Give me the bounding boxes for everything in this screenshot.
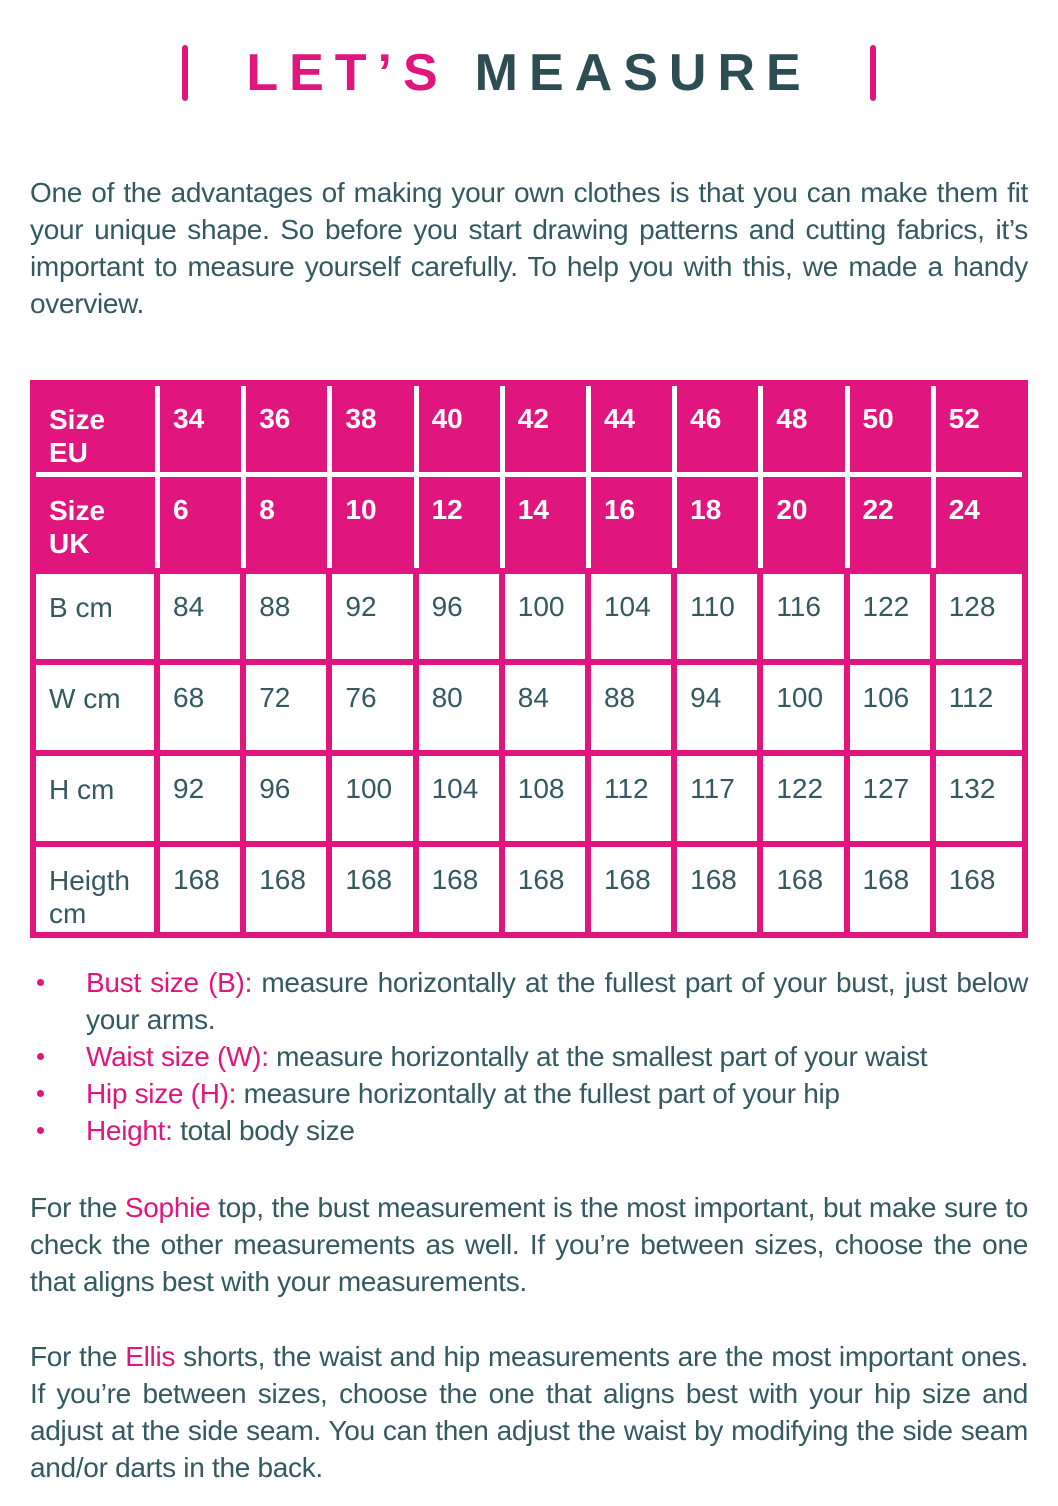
table-cell: 108 [505, 750, 591, 841]
paragraph-text: For the [30, 1341, 126, 1372]
table-cell: 128 [936, 568, 1022, 659]
table-cell: 127 [850, 750, 936, 841]
table-cell: 14 [505, 477, 591, 568]
table-cell: 6 [160, 477, 246, 568]
table-cell: 84 [505, 659, 591, 750]
title-left-bar-icon [182, 45, 188, 101]
bullet-dot-icon [37, 1053, 44, 1060]
row-header-hip: H cm [36, 750, 160, 841]
table-row-bust [36, 568, 1022, 659]
table-row-size-eu [36, 386, 1022, 477]
table-cell: 88 [591, 659, 677, 750]
table-row-size-uk [36, 477, 1022, 568]
table-cell: 106 [850, 659, 936, 750]
table-cell: 10 [332, 477, 418, 568]
table-cell: 48 [763, 386, 849, 477]
table-cell: 168 [936, 841, 1022, 932]
table-cell: 44 [591, 386, 677, 477]
table-cell: 40 [419, 386, 505, 477]
list-item-height [30, 1112, 1028, 1149]
table-cell: 96 [246, 750, 332, 841]
row-header-bust: B cm [36, 568, 160, 659]
table-cell: 38 [332, 386, 418, 477]
table-cell: 94 [677, 659, 763, 750]
bullet-label: Height: [86, 1115, 173, 1146]
bullet-text: measure horizontally at the fullest part of your hip [236, 1078, 840, 1109]
table-cell: 80 [419, 659, 505, 750]
table-cell: 42 [505, 386, 591, 477]
table-cell: 76 [332, 659, 418, 750]
list-item-bust [30, 964, 1028, 1038]
table-cell: 68 [160, 659, 246, 750]
table-cell: 168 [505, 841, 591, 932]
paragraph-text: shorts, the waist and hip measurements are the most important ones. If you’re between sizes, choose the one that aligns best with your hip size and adjust at the side seam. You can then adjust the waist by modifying the side seam and/or darts in the back. [30, 1341, 1029, 1483]
paragraph-text: For the [30, 1192, 125, 1223]
table-cell: 122 [850, 568, 936, 659]
table-cell: 46 [677, 386, 763, 477]
table-cell: 122 [763, 750, 849, 841]
bullet-text: measure horizontally at the smallest part of your waist [268, 1041, 928, 1072]
pattern-name-ellis: Ellis [125, 1341, 176, 1372]
table-cell: 112 [591, 750, 677, 841]
table-cell: 96 [419, 568, 505, 659]
table-cell: 12 [419, 477, 505, 568]
table-cell: 100 [332, 750, 418, 841]
table-cell: 8 [246, 477, 332, 568]
ellis-paragraph [30, 1338, 1028, 1486]
table-row-hip [36, 750, 1022, 841]
table-cell: 20 [763, 477, 849, 568]
table-cell: 88 [246, 568, 332, 659]
intro-paragraph: One of the advantages of making your own clothes is that you can make them fit your unique shape. So before you start drawing patterns and cutting fabrics, it’s important to measure yourself carefully. To help you with this, we made a handy overview. [30, 177, 1028, 319]
bullet-text: total body size [172, 1115, 355, 1146]
row-header-height: Heigth cm [36, 841, 160, 932]
table-cell: 116 [763, 568, 849, 659]
bullet-label: Waist size (W): [86, 1041, 269, 1072]
table-cell: 132 [936, 750, 1022, 841]
table-cell: 110 [677, 568, 763, 659]
paragraph-text: top, the bust measurement is the most important, but make sure to check the other measurements as well. If you’re between sizes, choose the one that aligns best with your measurements. [30, 1192, 1028, 1297]
table-cell: 18 [677, 477, 763, 568]
table-cell: 34 [160, 386, 246, 477]
bullet-label: Bust size (B): [86, 967, 253, 998]
table-cell: 104 [419, 750, 505, 841]
table-cell: 92 [332, 568, 418, 659]
title-measure: MEASURE [474, 44, 812, 102]
list-item-hip [30, 1075, 1028, 1112]
row-header-waist: W cm [36, 659, 160, 750]
table-cell: 168 [763, 841, 849, 932]
bullet-dot-icon [37, 1127, 44, 1134]
table-cell: 84 [160, 568, 246, 659]
table-cell: 168 [332, 841, 418, 932]
table-cell: 24 [936, 477, 1022, 568]
size-chart-table [30, 380, 1028, 938]
table-cell: 100 [763, 659, 849, 750]
table-cell: 72 [246, 659, 332, 750]
pattern-name-sophie: Sophie [124, 1192, 211, 1223]
table-cell: 22 [850, 477, 936, 568]
table-cell: 52 [936, 386, 1022, 477]
table-cell: 168 [419, 841, 505, 932]
table-cell: 16 [591, 477, 677, 568]
bullet-text: measure horizontally at the fullest part of your bust, just below your arms. [86, 967, 1028, 1035]
table-cell: 168 [246, 841, 332, 932]
list-item-waist [30, 1038, 1028, 1075]
title-right-bar-icon [870, 45, 876, 101]
bullet-dot-icon [37, 1090, 44, 1097]
measurement-definitions-list [30, 964, 1028, 1149]
table-row-height [36, 841, 1022, 932]
bullet-dot-icon [37, 979, 44, 986]
table-cell: 117 [677, 750, 763, 841]
table-cell: 104 [591, 568, 677, 659]
table-cell: 36 [246, 386, 332, 477]
row-header-size-eu: Size EU [36, 386, 160, 477]
table-cell: 50 [850, 386, 936, 477]
table-cell: 112 [936, 659, 1022, 750]
table-cell: 92 [160, 750, 246, 841]
row-header-size-uk: Size UK [36, 477, 160, 568]
table-cell: 168 [160, 841, 246, 932]
table-cell: 168 [591, 841, 677, 932]
title-lets: LET’S [246, 44, 449, 102]
table-cell: 168 [850, 841, 936, 932]
table-cell: 100 [505, 568, 591, 659]
sophie-paragraph [30, 1189, 1028, 1300]
bullet-label: Hip size (H): [86, 1078, 237, 1109]
table-cell: 168 [677, 841, 763, 932]
page-title [30, 38, 1028, 108]
table-row-waist [36, 659, 1022, 750]
